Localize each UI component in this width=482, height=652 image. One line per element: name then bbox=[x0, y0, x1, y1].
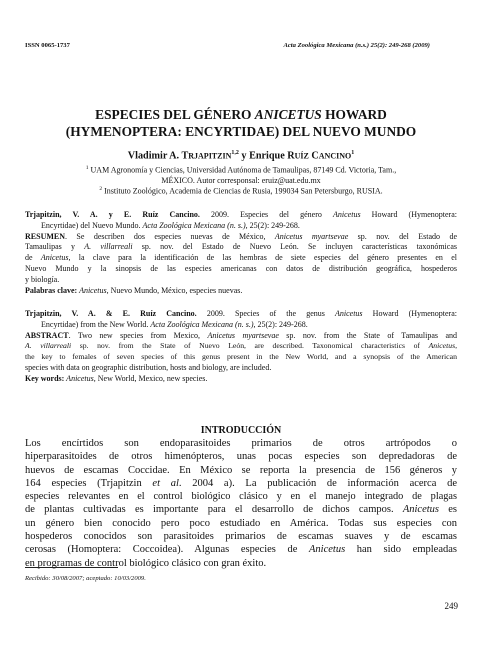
page-number: 249 bbox=[444, 601, 458, 611]
intro-line: cerosas (Homoptera: Coccoidea). Algunas especies de Anicetus han sido empleadas bbox=[25, 544, 457, 556]
intro-line: Los encírtidos son endoparasitoides primarios de otros artrópodos o bbox=[25, 438, 457, 449]
abstract-line-4: species with data on geographic distribution, hosts and biology, are included. bbox=[25, 362, 272, 372]
issn: ISSN 0065-1737 bbox=[25, 42, 70, 49]
article-title bbox=[30, 106, 452, 140]
citation-en-line-1: Trjapitzin, V. A. & E. Ruíz Cancino. 2009. Species of the genus Anicetus Howard (Hymenoptera: bbox=[25, 309, 457, 318]
journal-citation: Acta Zoológica Mexicana (n.s.) 25(2): 249-268 (2009) bbox=[283, 42, 430, 49]
intro-line: especies relevantes en el control biológico clásico y en el manejo integrado de plagas bbox=[25, 491, 457, 503]
palabras-clave: Palabras clave: Anicetus, Nuevo Mundo, México, especies nuevas. bbox=[25, 285, 243, 295]
resumen-line-5: y biología. bbox=[25, 274, 60, 284]
abstract-line-2: A. villarreali sp. nov. from the State of Nuevo León, are described. Taxonomical characteristics of Anicetus, bbox=[25, 341, 457, 351]
citation-es-line-1: Trjapitzin, V. A. y E. Ruíz Cancino. 2009. Especies del género Anicetus Howard (Hymenoptera: bbox=[25, 210, 457, 219]
footnote-divider bbox=[25, 567, 118, 568]
abstract-line-1: ABSTRACT. Two new species from Mexico, Anicetus myartsevae sp. nov. from the State of Tamaulipas and bbox=[25, 330, 457, 340]
running-header bbox=[25, 42, 430, 54]
affiliation-2: $^2$ Instituto Zoológico, Academia de Ciencias de Rusia, 199034 San Petersburgo, RUSIA. bbox=[99, 186, 383, 196]
english-abstract-block bbox=[25, 309, 457, 385]
section-heading-introduccion: INTRODUCCIÓN bbox=[200, 425, 282, 436]
resumen-line-2: Tamaulipas y A. villarreali sp. nov. del Estado de Nuevo León. Se incluyen características taxonómicas bbox=[25, 242, 457, 252]
intro-line: de plantas cultivadas es importante para el desarrollo de dichos campos. Anicetus es bbox=[25, 504, 457, 516]
resumen-line-3: de Anicetus, la clave para la identificación de las hembras de siete especies del género presentes en el bbox=[25, 253, 457, 263]
received-accepted-dates: Recibido: 30/08/2007; aceptado: 10/03/2009. bbox=[25, 575, 146, 582]
title-line-1: ESPECIES DEL GÉNERO ANICETUS HOWARD bbox=[95, 107, 387, 122]
intro-line: hiperparasitoides de otros himenópteros, unas pocas especies son depredadoras de bbox=[25, 451, 457, 463]
intro-line: 164 especies (Trjapitzin et al. 2004 a). La publicación de información acerca de bbox=[25, 477, 457, 489]
affiliation-1: $^1$ UAM Agronomía y Ciencias, Universidad Autónoma de Tamaulipas, 87149 Cd. Victoria, Tam., MÉXICO. Autor corresponsal: eruiz@uat.edu.mx bbox=[85, 165, 397, 185]
resumen-line-1: RESUMEN. Se describen dos especies nuevas de México, Anicetus myartsevae sp. nov. del Estado de bbox=[25, 231, 457, 241]
resumen-line-4: Nuevo Mundo y la sinopsis de las especies americanas con datos de distribución geográfica, hospederos bbox=[25, 263, 457, 273]
key-words: Key words: Anicetus, New World, Mexico, new species. bbox=[25, 373, 208, 383]
abstract-line-3: the key to females of seven species of this genus present in the New World, and a synopsis of the American bbox=[25, 352, 457, 362]
introduction-body bbox=[25, 437, 457, 570]
intro-line: un género bien conocido pero poco estudiado en América. Todas sus especies con bbox=[25, 517, 457, 529]
citation-es-line-2: Encyrtidae) del Nuevo Mundo. Acta Zoológica Mexicana (n. s.), 25(2): 249-268. bbox=[41, 220, 300, 230]
title-line-2: (HYMENOPTERA: ENCYRTIDAE) DEL NUEVO MUNDO bbox=[65, 124, 417, 139]
intro-line: hospederos conocidos son parasitoides primarios de escamas suaves y de escamas bbox=[25, 531, 457, 543]
citation-en-line-2: Encyrtidae) from the New World. Acta Zoológica Mexicana (n. s.), 25(2): 249-268. bbox=[41, 319, 308, 329]
intro-line: huevos de escamas Coccidae. En México se reporta la presencia de 156 géneros y bbox=[25, 464, 457, 476]
intro-line: en programas de control biológico clásico con gran éxito. bbox=[25, 557, 267, 569]
spanish-abstract-block bbox=[25, 210, 457, 296]
authors: Vladimir A. TRJAPITZIN$^{1,2}$ y Enrique RUÍZ CANCINO$^1$ bbox=[127, 150, 355, 162]
